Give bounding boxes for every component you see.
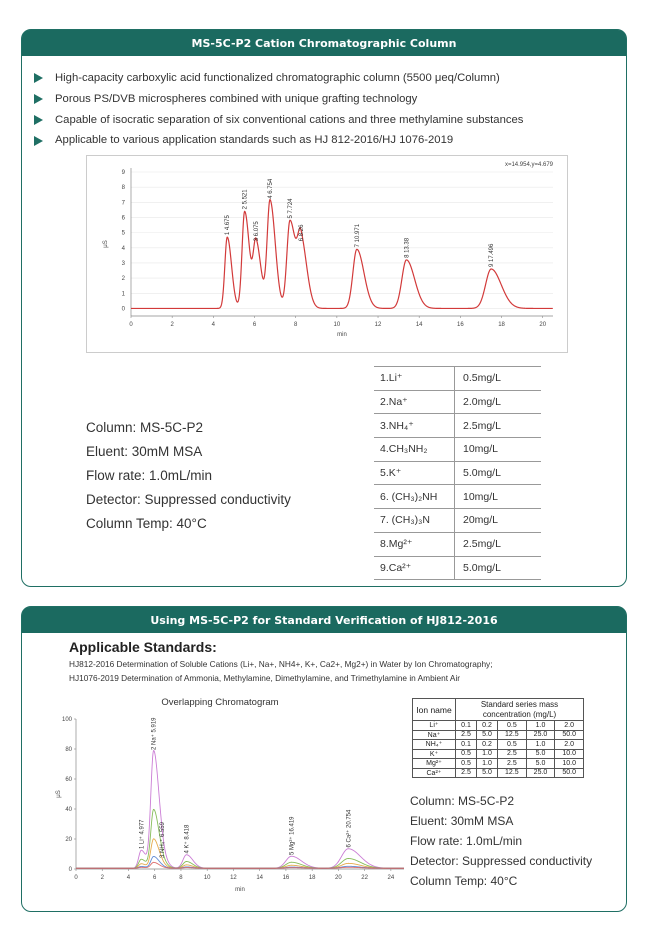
std-row bbox=[413, 721, 584, 731]
chromatogram-trace bbox=[76, 750, 404, 868]
y-tick-label: 2 bbox=[121, 276, 125, 283]
ion-name-cell: 8.Mg²⁺ bbox=[374, 532, 455, 556]
peak-label: 1 4.675 bbox=[225, 215, 232, 236]
y-tick-label: 80 bbox=[65, 747, 72, 753]
x-tick-label: 16 bbox=[457, 322, 464, 328]
condition-flow-rate: Flow rate: 1.0mL/min bbox=[410, 834, 523, 848]
y-tick-label: 8 bbox=[121, 185, 125, 192]
y-tick-label: 7 bbox=[121, 200, 125, 207]
y-tick-label: 4 bbox=[121, 245, 125, 252]
x-tick-label: 18 bbox=[498, 322, 505, 328]
y-tick-label: 5 bbox=[121, 230, 125, 237]
condition-eluent: Eluent: 30mM MSA bbox=[86, 444, 203, 459]
std-ion-cell: NH₄⁺ bbox=[413, 740, 456, 750]
standards-desc-2: HJ1076-2019 Determination of Ammonia, Methylamine, Dimethylamine, and Trimethylamine in Ambient Air bbox=[69, 673, 461, 683]
std-value-cell: 2.5 bbox=[456, 768, 477, 778]
std-value-cell: 0.1 bbox=[456, 740, 477, 750]
std-value-cell: 2.0 bbox=[555, 740, 584, 750]
feature-item: Applicable to various application standards such as HJ 812-2016/HJ 1076-2019 bbox=[34, 130, 523, 151]
concentration-cell: 5.0mg/L bbox=[455, 461, 542, 485]
std-value-cell: 0.5 bbox=[498, 721, 527, 731]
std-value-cell: 5.0 bbox=[526, 759, 555, 769]
std-value-cell: 2.5 bbox=[456, 730, 477, 740]
concentration-row bbox=[374, 367, 541, 391]
concentration-cell: 10mg/L bbox=[455, 438, 542, 462]
triangle-bullet-icon bbox=[34, 94, 43, 104]
section-card-1 bbox=[21, 29, 627, 587]
std-row bbox=[413, 749, 584, 759]
condition-temp: Column Temp: 40°C bbox=[86, 516, 207, 531]
section-title-1: MS-5C-P2 Cation Chromatographic Column bbox=[22, 30, 626, 56]
std-ion-cell: Na⁺ bbox=[413, 730, 456, 740]
condition-detector: Detector: Suppressed conductivity bbox=[86, 492, 291, 507]
condition-column: Column: MS-5C-P2 bbox=[86, 420, 204, 435]
chromatogram-trace bbox=[76, 856, 404, 868]
std-ion-cell: Mg²⁺ bbox=[413, 759, 456, 769]
std-value-cell: 50.0 bbox=[555, 730, 584, 740]
x-tick-label: 20 bbox=[335, 875, 342, 881]
peak-label: 2 Na⁺ 5.919 bbox=[151, 717, 158, 750]
concentration-row bbox=[374, 556, 541, 580]
peak-label: 3 NH₄⁺ 6.559 bbox=[160, 822, 167, 858]
std-header-conc: Standard series mass concentration (mg/L) bbox=[456, 699, 584, 721]
ion-name-cell: 6. (CH₃)₂NH bbox=[374, 485, 455, 509]
triangle-bullet-icon bbox=[34, 115, 43, 125]
concentration-cell: 10mg/L bbox=[455, 485, 542, 509]
standards-heading: Applicable Standards: bbox=[69, 639, 217, 655]
std-row bbox=[413, 768, 584, 778]
chart-title: Overlapping Chromatogram bbox=[161, 697, 279, 708]
x-tick-label: 14 bbox=[256, 875, 264, 881]
y-tick-label: 0 bbox=[121, 306, 125, 313]
y-axis-label: μS bbox=[103, 240, 109, 248]
x-tick-label: 12 bbox=[374, 322, 382, 328]
std-value-cell: 2.5 bbox=[498, 749, 527, 759]
std-value-cell: 5.0 bbox=[477, 768, 498, 778]
condition-eluent: Eluent: 30mM MSA bbox=[410, 814, 514, 828]
std-ion-cell: Li⁺ bbox=[413, 721, 456, 731]
x-tick-label: 2 bbox=[170, 322, 174, 328]
std-value-cell: 10.0 bbox=[555, 749, 584, 759]
concentration-row bbox=[374, 438, 541, 462]
condition-flow-rate: Flow rate: 1.0mL/min bbox=[86, 468, 213, 483]
peak-label: 4 K⁺ 8.418 bbox=[184, 824, 191, 854]
peak-label: 4 6.754 bbox=[268, 178, 275, 199]
concentration-cell: 0.5mg/L bbox=[455, 367, 542, 391]
x-tick-label: 14 bbox=[415, 322, 423, 328]
std-value-cell: 2.0 bbox=[555, 721, 584, 731]
x-axis-label: min bbox=[337, 332, 347, 338]
y-tick-label: 40 bbox=[65, 807, 72, 813]
peak-label: 6 8.26 bbox=[299, 224, 306, 242]
peak-label: 3 6.075 bbox=[254, 221, 261, 242]
ion-name-cell: 1.Li⁺ bbox=[374, 367, 455, 391]
y-tick-label: 1 bbox=[121, 291, 125, 298]
std-value-cell: 5.0 bbox=[477, 730, 498, 740]
peak-label: 1 Li⁺ 4.977 bbox=[139, 819, 146, 849]
feature-item: Capable of isocratic separation of six conventional cations and three methylamine substances bbox=[34, 110, 523, 131]
y-tick-label: 6 bbox=[121, 215, 125, 222]
x-tick-label: 6 bbox=[252, 322, 257, 328]
peak-label: 8 13.38 bbox=[404, 237, 411, 258]
concentration-cell: 2.5mg/L bbox=[455, 414, 542, 438]
chromatogram-trace bbox=[76, 809, 404, 868]
concentration-cell: 2.5mg/L bbox=[455, 532, 542, 556]
x-tick-label: 10 bbox=[203, 875, 211, 881]
x-tick-label: 8 bbox=[179, 875, 183, 881]
std-value-cell: 12.5 bbox=[498, 730, 527, 740]
std-value-cell: 2.5 bbox=[498, 759, 527, 769]
chromatogram-1 bbox=[87, 156, 567, 352]
std-value-cell: 1.0 bbox=[477, 759, 498, 769]
feature-list bbox=[34, 68, 523, 151]
ion-name-cell: 3.NH₄⁺ bbox=[374, 414, 455, 438]
ion-name-cell: 5.K⁺ bbox=[374, 461, 455, 485]
std-value-cell: 1.0 bbox=[477, 749, 498, 759]
conditions-1 bbox=[86, 416, 291, 536]
std-value-cell: 5.0 bbox=[526, 749, 555, 759]
x-tick-label: 0 bbox=[129, 322, 133, 328]
concentration-row bbox=[374, 461, 541, 485]
concentration-row bbox=[374, 485, 541, 509]
std-header-ion: Ion name bbox=[413, 699, 456, 721]
concentration-row bbox=[374, 509, 541, 533]
y-tick-label: 100 bbox=[61, 717, 72, 723]
std-row bbox=[413, 740, 584, 750]
x-tick-label: 0 bbox=[74, 875, 78, 881]
x-tick-label: 20 bbox=[539, 322, 547, 328]
conditions-2 bbox=[410, 791, 592, 891]
std-value-cell: 0.1 bbox=[456, 721, 477, 731]
x-tick-label: 16 bbox=[282, 875, 290, 881]
peak-label: 5 Mg²⁺ 16.419 bbox=[289, 816, 296, 855]
feature-item: High-capacity carboxylic acid functionalized chromatographic column (5500 μeq/Column) bbox=[34, 68, 523, 89]
y-tick-label: 0 bbox=[68, 867, 72, 873]
concentration-row bbox=[374, 532, 541, 556]
peak-label: 5 7.724 bbox=[288, 198, 295, 219]
std-value-cell: 25.0 bbox=[526, 768, 555, 778]
std-value-cell: 1.0 bbox=[526, 721, 555, 731]
feature-item: Porous PS/DVB microspheres combined with unique grafting technology bbox=[34, 89, 523, 110]
std-row bbox=[413, 730, 584, 740]
peak-label: 9 17.496 bbox=[489, 243, 496, 268]
triangle-bullet-icon bbox=[34, 73, 43, 83]
x-tick-label: 2 bbox=[100, 875, 104, 881]
std-ion-cell: Ca²⁺ bbox=[413, 768, 456, 778]
std-ion-cell: K⁺ bbox=[413, 749, 456, 759]
x-tick-label: 6 bbox=[153, 875, 157, 881]
concentration-table bbox=[374, 366, 541, 580]
standards-desc-1: HJ812-2016 Determination of Soluble Cations (Li+, Na+, NH4+, K+, Ca2+, Mg2+) in Water by Ion Chromatography; bbox=[69, 659, 493, 669]
x-tick-label: 22 bbox=[361, 875, 368, 881]
ion-name-cell: 9.Ca²⁺ bbox=[374, 556, 455, 580]
chromatogram-trace bbox=[76, 839, 404, 868]
x-tick-label: 12 bbox=[230, 875, 237, 881]
section-card-2 bbox=[21, 606, 627, 912]
concentration-cell: 20mg/L bbox=[455, 509, 542, 533]
std-row bbox=[413, 759, 584, 769]
ion-name-cell: 2.Na⁺ bbox=[374, 390, 455, 414]
x-tick-label: 4 bbox=[211, 322, 216, 328]
chromatogram-trace bbox=[76, 862, 404, 868]
peak-label: 7 10.971 bbox=[354, 223, 361, 248]
std-value-cell: 25.0 bbox=[526, 730, 555, 740]
concentration-cell: 5.0mg/L bbox=[455, 556, 542, 580]
peak-label: 2 5.521 bbox=[242, 189, 249, 210]
y-tick-label: 9 bbox=[121, 170, 125, 176]
concentration-row bbox=[374, 414, 541, 438]
std-value-cell: 10.0 bbox=[555, 759, 584, 769]
std-value-cell: 0.2 bbox=[477, 740, 498, 750]
std-value-cell: 1.0 bbox=[526, 740, 555, 750]
y-axis-label: μS bbox=[56, 790, 62, 798]
std-value-cell: 50.0 bbox=[555, 768, 584, 778]
condition-detector: Detector: Suppressed conductivity bbox=[410, 854, 593, 868]
x-tick-label: 4 bbox=[126, 875, 131, 881]
y-tick-label: 60 bbox=[65, 777, 72, 783]
std-value-cell: 0.5 bbox=[456, 759, 477, 769]
x-tick-label: 24 bbox=[387, 875, 395, 881]
x-axis-label: min bbox=[235, 887, 245, 893]
concentration-row bbox=[374, 390, 541, 414]
x-tick-label: 8 bbox=[294, 322, 298, 328]
std-value-cell: 0.2 bbox=[477, 721, 498, 731]
chromatogram-frame-1 bbox=[86, 155, 568, 353]
overlapping-chromatogram bbox=[52, 691, 412, 909]
ion-name-cell: 4.CH₃NH₂ bbox=[374, 438, 455, 462]
std-value-cell: 0.5 bbox=[456, 749, 477, 759]
triangle-bullet-icon bbox=[34, 136, 43, 146]
y-tick-label: 20 bbox=[65, 837, 72, 843]
condition-column: Column: MS-5C-P2 bbox=[410, 794, 515, 808]
section-title-2: Using MS-5C-P2 for Standard Verification of HJ812-2016 bbox=[22, 607, 626, 633]
peak-label: 6 Ca²⁺ 20.754 bbox=[346, 809, 353, 848]
condition-temp: Column Temp: 40°C bbox=[410, 874, 518, 888]
x-tick-label: 10 bbox=[333, 322, 341, 328]
std-value-cell: 0.5 bbox=[498, 740, 527, 750]
standard-series-table bbox=[412, 698, 584, 778]
x-tick-label: 18 bbox=[308, 875, 316, 881]
concentration-cell: 2.0mg/L bbox=[455, 390, 542, 414]
y-tick-label: 3 bbox=[121, 260, 125, 267]
ion-name-cell: 7. (CH₃)₃N bbox=[374, 509, 455, 533]
cursor-readout: x=14.954,y=4.679 bbox=[504, 162, 553, 168]
std-value-cell: 12.5 bbox=[498, 768, 527, 778]
